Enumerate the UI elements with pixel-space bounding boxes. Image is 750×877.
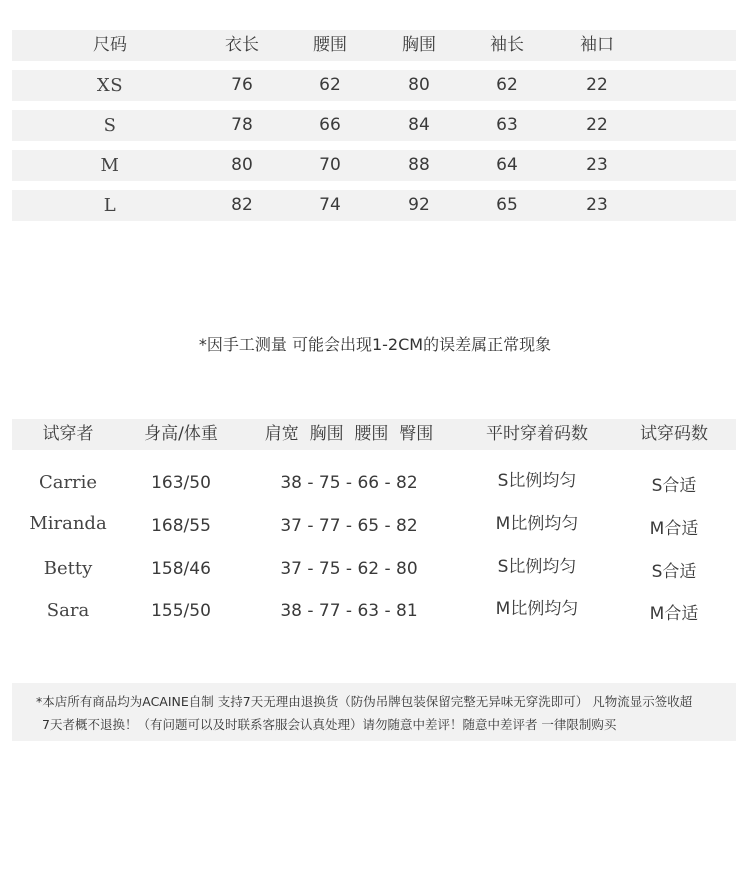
length-cell: 80 — [231, 155, 253, 175]
bust-cell: 80 — [408, 75, 430, 95]
cuff-cell: 23 — [586, 195, 608, 215]
policy-line-1: *本店所有商品均为ACAINE自制 支持7天无理由退换货（防伪吊牌包装保留完整无异味无穿洗即可） 凡物流显示签收超 — [36, 694, 693, 709]
bust-cell: 88 — [408, 155, 430, 175]
table-row — [12, 554, 736, 584]
height-weight-cell: 155/50 — [151, 601, 211, 621]
header-cuff: 袖口 — [580, 35, 614, 55]
measurements-cell: 37 - 77 - 65 - 82 — [280, 516, 418, 536]
header-try-size: 试穿码数 — [640, 424, 708, 444]
height-weight-cell: 158/46 — [151, 559, 211, 579]
table-row — [12, 511, 736, 541]
length-cell: 82 — [231, 195, 253, 215]
tester-name: Carrie — [38, 472, 98, 493]
length-cell: 76 — [231, 75, 253, 95]
waist-cell: 70 — [319, 155, 341, 175]
header-height-weight: 身高/体重 — [144, 424, 218, 444]
try-size-cell: S合适 — [651, 562, 697, 582]
height-weight-cell: 168/55 — [151, 516, 211, 536]
table-row — [12, 70, 736, 101]
height-weight-cell: 163/50 — [151, 473, 211, 493]
return-policy-notice — [12, 683, 736, 741]
size-cell: M — [100, 155, 120, 176]
waist-cell: 66 — [319, 115, 341, 135]
header-length: 衣长 — [225, 35, 259, 55]
policy-line-2: 7天者概不退换！（有问题可以及时联系客服会认真处理）请勿随意中差评！随意中差评者 一律限制购买 — [42, 717, 617, 732]
tester-name: Miranda — [29, 513, 107, 534]
cuff-cell: 23 — [586, 155, 608, 175]
measurements-cell: 38 - 77 - 63 - 81 — [280, 601, 418, 621]
header-size: 尺码 — [93, 35, 127, 55]
size-cell: L — [103, 195, 117, 216]
usual-size-cell: M比例均匀 — [495, 599, 579, 619]
length-cell: 78 — [231, 115, 253, 135]
cuff-cell: 22 — [586, 115, 608, 135]
sleeve-length-cell: 63 — [496, 115, 518, 135]
header-usual-size: 平时穿着码数 — [486, 424, 588, 444]
try-on-table-header — [12, 419, 736, 450]
try-size-cell: M合适 — [649, 604, 699, 624]
measurement-note: *因手工测量 可能会出现1-2CM的误差属正常现象 — [198, 335, 552, 354]
waist-cell: 74 — [319, 195, 341, 215]
tester-name: Betty — [43, 558, 93, 579]
size-table — [12, 30, 736, 230]
usual-size-cell: S比例均匀 — [497, 557, 577, 577]
sleeve-length-cell: 62 — [496, 75, 518, 95]
try-size-cell: S合适 — [651, 476, 697, 496]
size-table-header — [12, 30, 736, 61]
table-row — [12, 190, 736, 221]
tester-name: Sara — [46, 600, 90, 621]
table-row — [12, 110, 736, 141]
table-row — [12, 596, 736, 626]
measurements-cell: 37 - 75 - 62 - 80 — [280, 559, 418, 579]
header-sleeve-length: 袖长 — [490, 35, 524, 55]
cuff-cell: 22 — [586, 75, 608, 95]
sleeve-length-cell: 64 — [496, 155, 518, 175]
sleeve-length-cell: 65 — [496, 195, 518, 215]
bust-cell: 92 — [408, 195, 430, 215]
header-bust: 胸围 — [402, 35, 436, 55]
usual-size-cell: M比例均匀 — [495, 514, 579, 534]
measurements-cell: 38 - 75 - 66 - 82 — [280, 473, 418, 493]
header-measurements: 肩宽 胸围 腰围 臀围 — [264, 424, 434, 444]
table-row — [12, 468, 736, 498]
header-waist: 腰围 — [313, 35, 347, 55]
usual-size-cell: S比例均匀 — [497, 471, 577, 491]
size-cell: XS — [96, 75, 124, 96]
waist-cell: 62 — [319, 75, 341, 95]
try-size-cell: M合适 — [649, 519, 699, 539]
size-cell: S — [103, 115, 117, 136]
bust-cell: 84 — [408, 115, 430, 135]
table-row — [12, 150, 736, 181]
header-tester: 试穿者 — [42, 424, 94, 444]
